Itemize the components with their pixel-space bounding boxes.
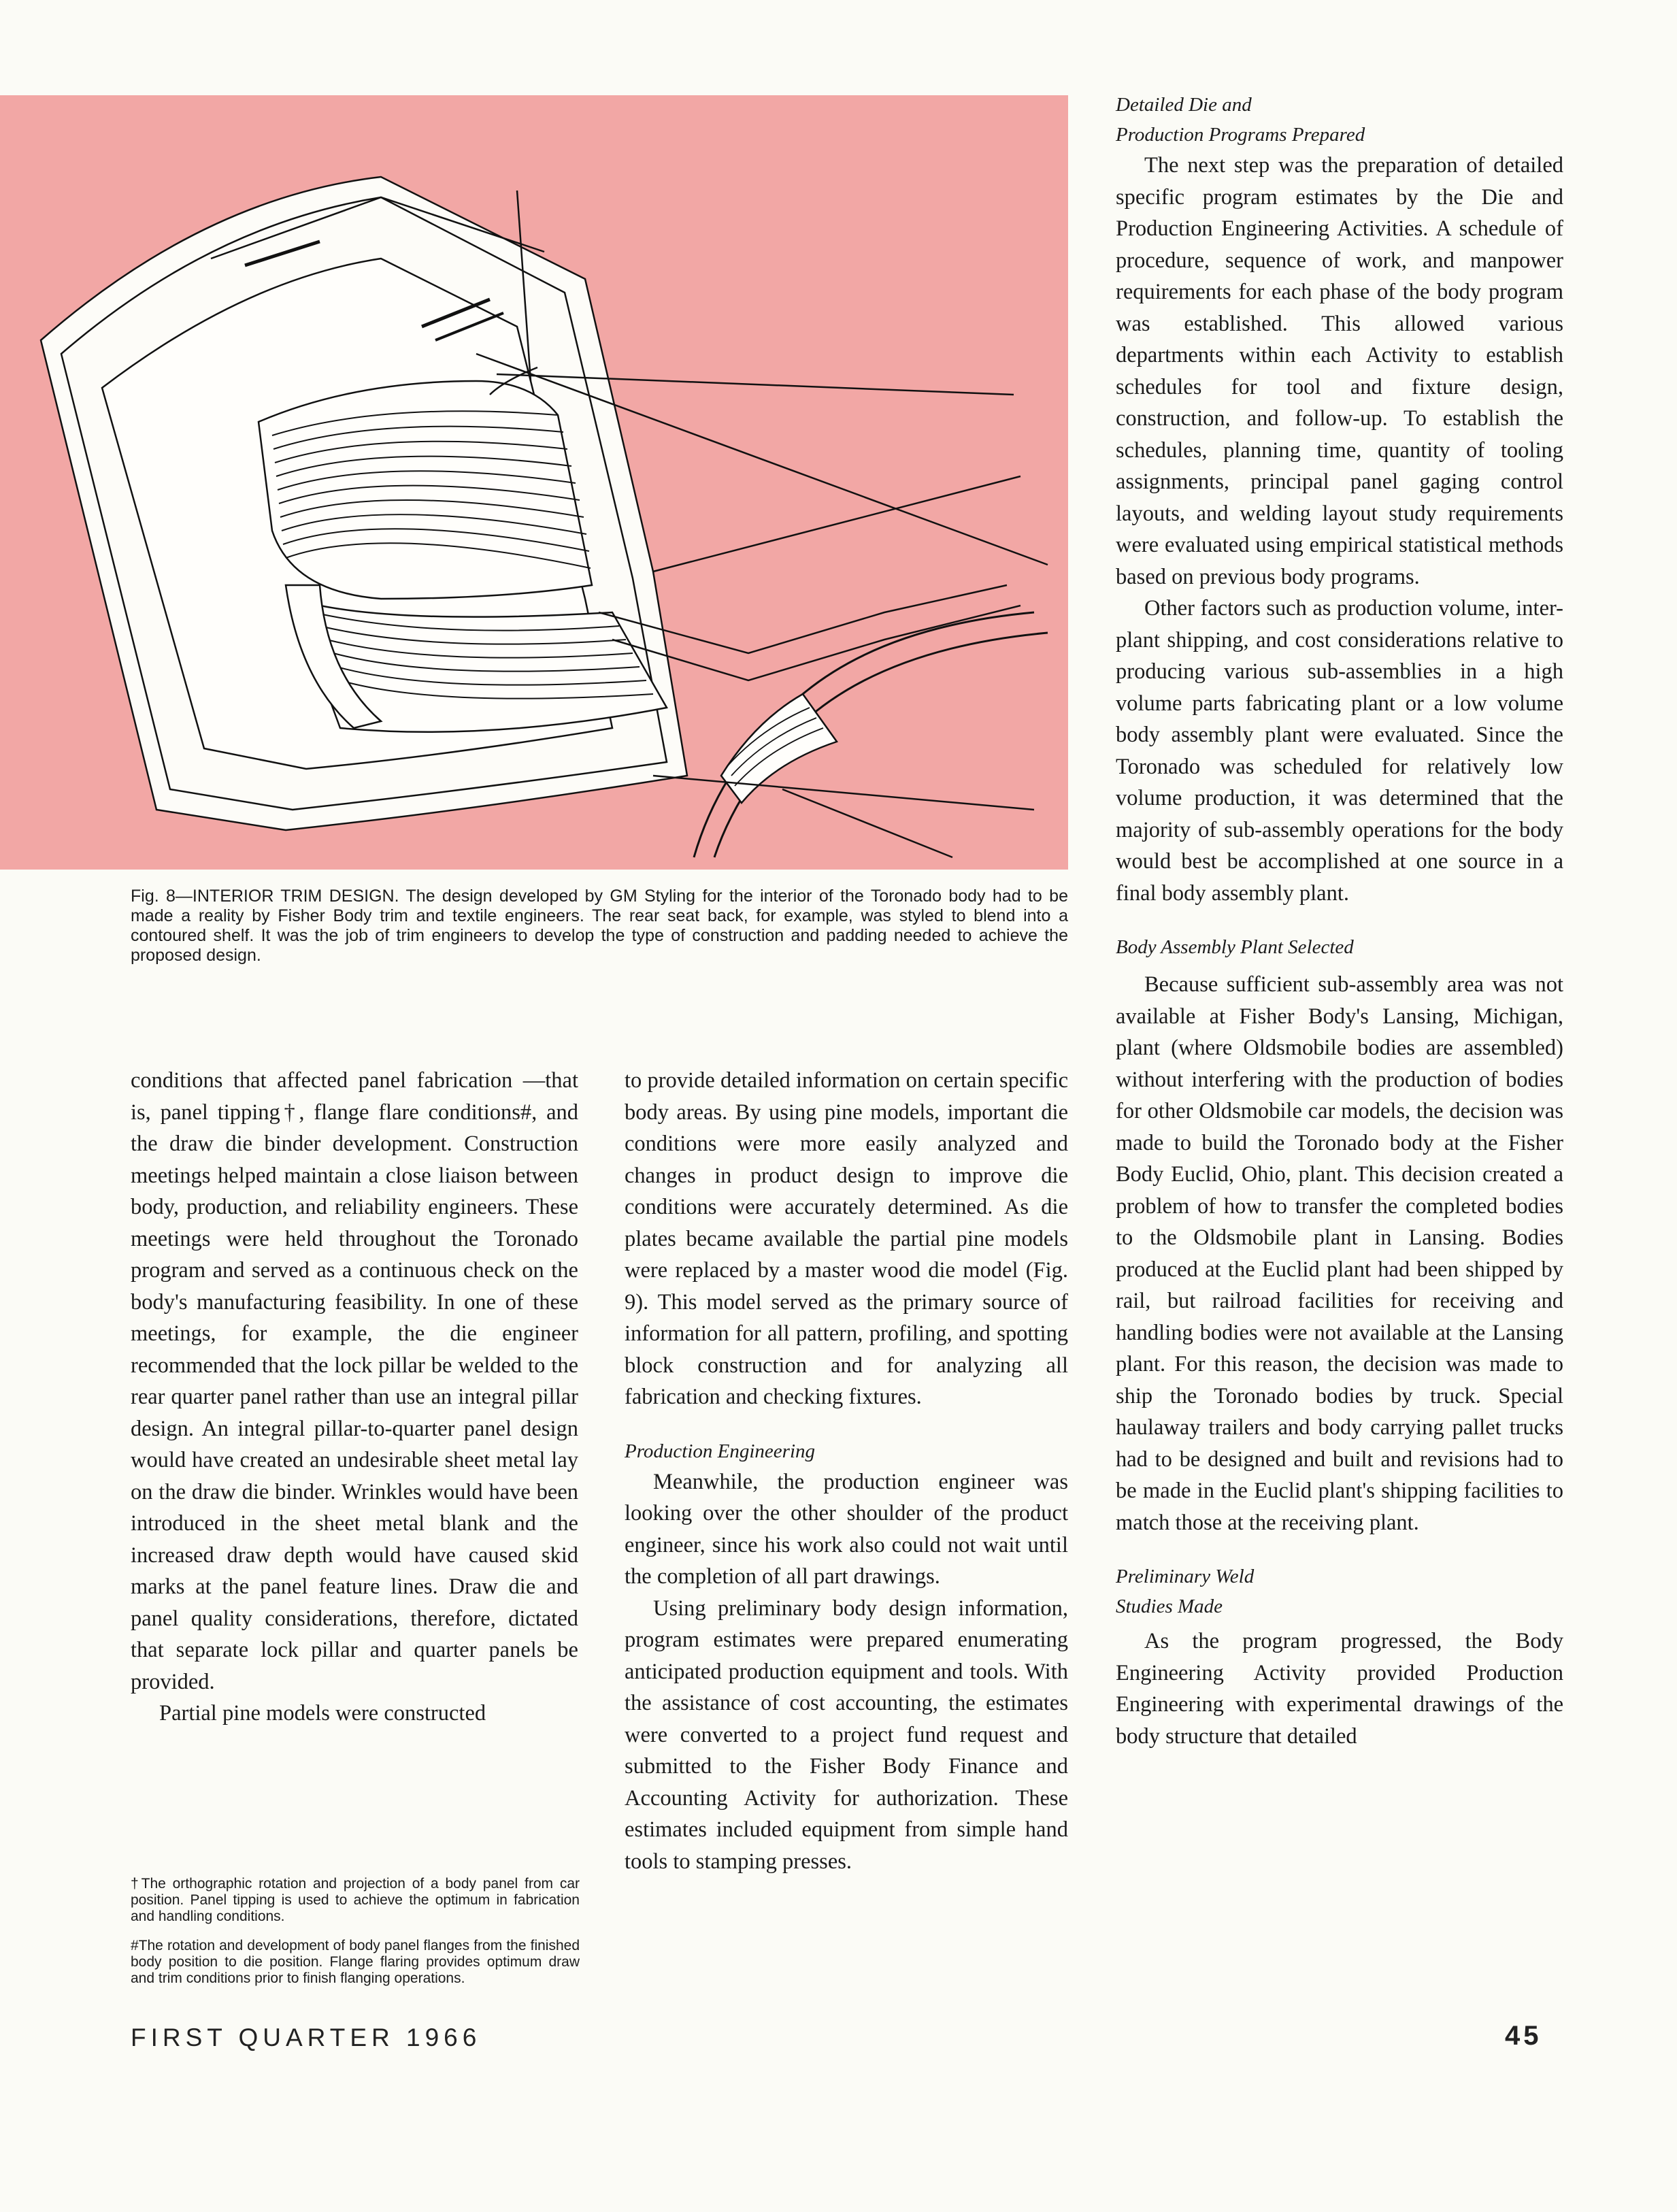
- heading-detailed-die-line-1: Detailed Die and: [1116, 94, 1252, 116]
- col3-paragraph-2: Other factors such as production volume, inter-plant shipping, and cost considerations relative to producing various sub-assemblies in a high volume parts fabricating plant or a low volume body assembly plant were evaluated. Since the Toronado was scheduled for relatively low volume production, it was determined that the majority of sub-assembly operations for the body would best be accomplished at one source in a final body assembly plant.: [1116, 596, 1563, 906]
- col2-paragraph-3: Using preliminary body design information, program estimates were prepared enumerating anticipated production equipment and tools. With the assistance of cost accounting, the estimates were converted to a project fund request and submitted to the Fisher Body Finance and Accounting Activity for authorization. These estimates included equipment from simple hand tools to stamping presses.: [625, 1596, 1068, 1874]
- column-3: [1116, 90, 1563, 1752]
- col2-paragraph-2: Meanwhile, the production engineer was looking over the other shoulder of the product engineer, since his work also could not wait until the completion of all part drawings.: [625, 1469, 1068, 1589]
- page-number: 45: [1505, 2021, 1542, 2051]
- heading-preliminary-weld-line-2: Studies Made: [1116, 1596, 1223, 1617]
- heading-production-engineering: Production Engineering: [625, 1440, 816, 1462]
- heading-body-assembly-plant: Body Assembly Plant Selected: [1116, 936, 1354, 958]
- heading-preliminary-weld-line-1: Preliminary Weld: [1116, 1566, 1255, 1587]
- heading-detailed-die-line-2: Production Programs Prepared: [1116, 124, 1365, 146]
- column-2: [625, 1065, 1068, 1877]
- footer-issue: FIRST QUARTER 1966: [131, 2024, 482, 2051]
- col3-paragraph-4: As the program progressed, the Body Engineering Activity provided Production Engineering with experimental drawings of the body structure that detailed: [1116, 1629, 1563, 1749]
- footnote-panel-tipping: †The orthographic rotation and projection of a body panel from car position. Panel tipping is used to achieve the optimum in fabrication and handling conditions.: [131, 1876, 580, 1924]
- footnote-flange-flare: #The rotation and development of body panel flanges from the finished body position to die position. Flange flaring provides optimum draw and trim conditions prior to finish flanging operations.: [131, 1938, 580, 1986]
- figure-8: [0, 95, 1068, 870]
- col2-paragraph-1: to provide detailed information on certain specific body areas. By using pine models, important die conditions were more easily analyzed and changes in product design to improve die conditions were accurately determined. As die plates became available the partial pine models were replaced by a master wood die model (Fig. 9). This model served as the primary source of information for all pattern, profiling, and spotting block construction and for analyzing all fabrication and checking fixtures.: [625, 1068, 1068, 1409]
- col1-paragraph-2: Partial pine models were constructed: [159, 1701, 486, 1726]
- column-1: [131, 1065, 578, 1730]
- col3-paragraph-1: The next step was the preparation of detailed specific program estimates by the Die and Production Engineering Activities. A schedule of procedure, sequence of work, and manpower requirements for each phase of the body program was established. This allowed various departments within each Activity to establish schedules for tool and fixture design, construction, and follow-up. To establish the schedules, planning time, quantity of tooling assignments, principal panel gaging control layouts, and welding layout study requirements were evaluated using empirical statistical methods based on previous body programs.: [1116, 153, 1563, 589]
- figure-caption: Fig. 8—INTERIOR TRIM DESIGN. The design developed by GM Styling for the interior of the Toronado body had to be made a reality by Fisher Body trim and textile engineers. The rear seat back, for example, was styled to blend into a contoured shelf. It was the job of trim engineers to develop the type of construction and padding needed to achieve the proposed design.: [131, 887, 1068, 965]
- col3-paragraph-3: Because sufficient sub-assembly area was not available at Fisher Body's Lansing, Michigan, plant (where Oldsmobile bodies are assembled) without interfering with the production of bodies for other Oldsmobile car models, the decision was made to build the Toronado body at the Fisher Body Euclid, Ohio, plant. This decision created a problem of how to transfer the completed bodies to the Oldsmobile plant in Lansing. Bodies produced at the Euclid plant had been shipped by rail, but railroad facilities for receiving and handling bodies were not available at the Lansing plant. For this reason, the decision was made to ship the Toronado bodies by truck. Special haulaway trailers and body carrying pallet trucks had to be designed and built and revisions had to be made in the Euclid plant's shipping facilities to match those at the receiving plant.: [1116, 972, 1563, 1535]
- interior-trim-illustration-icon: [0, 95, 1068, 870]
- col1-paragraph-1: conditions that affected panel fabrication —that is, panel tipping†, flange flare conditions#, and the draw die binder development. Construction meetings helped maintain a close liaison between body, production, and reliability engineers. These meetings were held throughout the Toronado program and served as a continuous check on the body's manufacturing feasibility. In one of these meetings, for example, the die engineer recommended that the lock pillar be welded to the rear quarter panel rather than use an integral pillar design. An integral pillar-to-quarter panel design would have created an undesirable sheet metal lay on the draw die binder. Wrinkles would have been introduced in the sheet metal blank and the increased draw depth would have caused skid marks at the panel feature lines. Draw die and panel quality considerations, therefore, dictated that separate lock pillar and quarter panels be provided.: [131, 1068, 578, 1694]
